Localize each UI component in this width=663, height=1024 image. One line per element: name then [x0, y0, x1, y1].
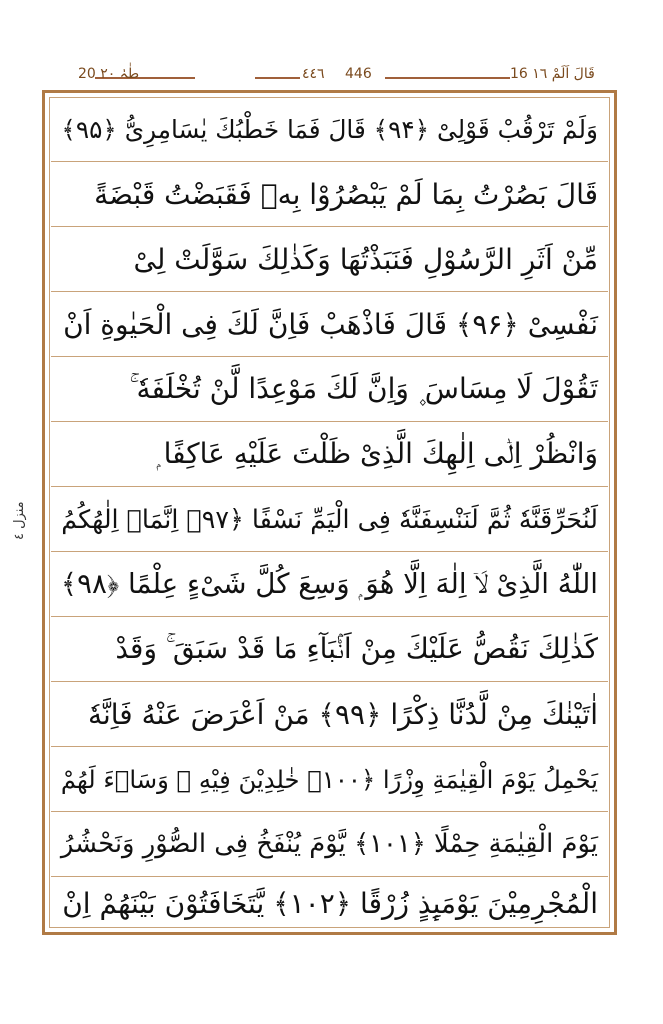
quran-line: [51, 227, 608, 292]
text-frame: [42, 90, 617, 935]
page-header: [40, 66, 620, 88]
line-text: الْمُجْرِمِيْنَ يَوْمَىِٕذٍ زُرْقًا ﴿۱۰۲﴾ يَّتَخَافَتُوْنَ بَيْنَهُمْ اِنْ: [62, 886, 598, 920]
header-rule-center-right: [385, 77, 450, 79]
quran-line: [51, 617, 608, 682]
line-text: وَانْظُرْ اِلٰۤى اِلٰهِكَ الَّذِیْ ظَلْتَ عَلَيْهِ عَاكِفًا ۭ: [156, 437, 598, 470]
juz-label: 16 قَالَ اَلَمْ ١٦: [510, 66, 595, 82]
line-text: لَنُحَرِّقَنَّهٗ ثُمَّ لَنَنْسِفَنَّهٗ فِی الْيَمِّ نَسْفًا ﴿۹۷﴾ اِنَّمَاۤ اِلٰهُكُمُ: [61, 504, 598, 534]
line-text: وَلَمْ تَرْقُبْ قَوْلِیْ ﴿۹۴﴾ قَالَ فَمَا خَطْبُكَ يٰسَامِرِیُّ ﴿۹۵﴾: [61, 114, 598, 144]
quran-line: [51, 747, 608, 812]
quran-line: [51, 357, 608, 422]
quran-line: [51, 812, 608, 877]
line-text: اللّٰهُ الَّذِیْ لَاۤ اِلٰهَ اِلَّا هُوَ ۭ وَسِعَ كُلَّ شَیْءٍ عِلْمًا ﴿۹۸﴾: [60, 567, 598, 600]
line-text: تَقُوْلَ لَا مِسَاسَ ۪ وَاِنَّ لَكَ مَوْعِدًا لَّنْ تُخْلَفَهٗ ۚ: [129, 372, 598, 405]
page-number-urdu: ٤٤٦: [302, 66, 325, 82]
line-text: مِّنْ اَثَرِ الرَّسُوْلِ فَنَبَذْتُهَا وَكَذٰلِكَ سَوَّلَتْ لِیْ: [133, 242, 598, 276]
line-text: كَذٰلِكَ نَقُصُّ عَلَيْكَ مِنْ اَنْۢبَآءِ مَا قَدْ سَبَقَ ۚ وَقَدْ: [115, 632, 598, 665]
line-text: نَفْسِیْ ﴿۹۶﴾ قَالَ فَاذْهَبْ فَاِنَّ لَكَ فِی الْحَيٰوةِ اَنْ: [63, 307, 598, 341]
header-rule-right: [450, 77, 510, 79]
quran-line: [51, 682, 608, 747]
quran-line: [51, 552, 608, 617]
manzil-label: منزل ٤: [12, 501, 27, 540]
quran-line: [51, 422, 608, 487]
line-text: يَوْمَ الْقِيٰمَةِ حِمْلًا ﴿۱۰۱﴾ يَّوْمَ يُنْفَخُ فِی الصُّوْرِ وَنَحْشُرُ: [60, 829, 598, 859]
line-text: اٰتَيْنٰكَ مِنْ لَّدُنَّا ذِكْرًا ﴿۹۹﴾ مَنْ اَعْرَضَ عَنْهُ فَاِنَّهٗ: [87, 697, 598, 731]
page-number: 446: [345, 66, 372, 82]
surah-label: 20 طٰہٰ ٢٠: [78, 66, 140, 82]
quran-line: [51, 97, 608, 162]
quran-line: [51, 162, 608, 227]
header-rule-center-left: [255, 77, 300, 79]
line-text: قَالَ بَصُرْتُ بِمَا لَمْ يَبْصُرُوْا بِهٖ فَقَبَضْتُ قَبْضَةً: [94, 177, 598, 211]
quran-line: [51, 487, 608, 552]
quran-line: [51, 292, 608, 357]
quran-line: [51, 877, 608, 929]
line-text: يَحْمِلُ يَوْمَ الْقِيٰمَةِ وِزْرًا ﴿۱۰۰﴾ خٰلِدِيْنَ فِيْهِ ۭ وَسَاۗءَ لَهُمْ: [60, 764, 598, 794]
